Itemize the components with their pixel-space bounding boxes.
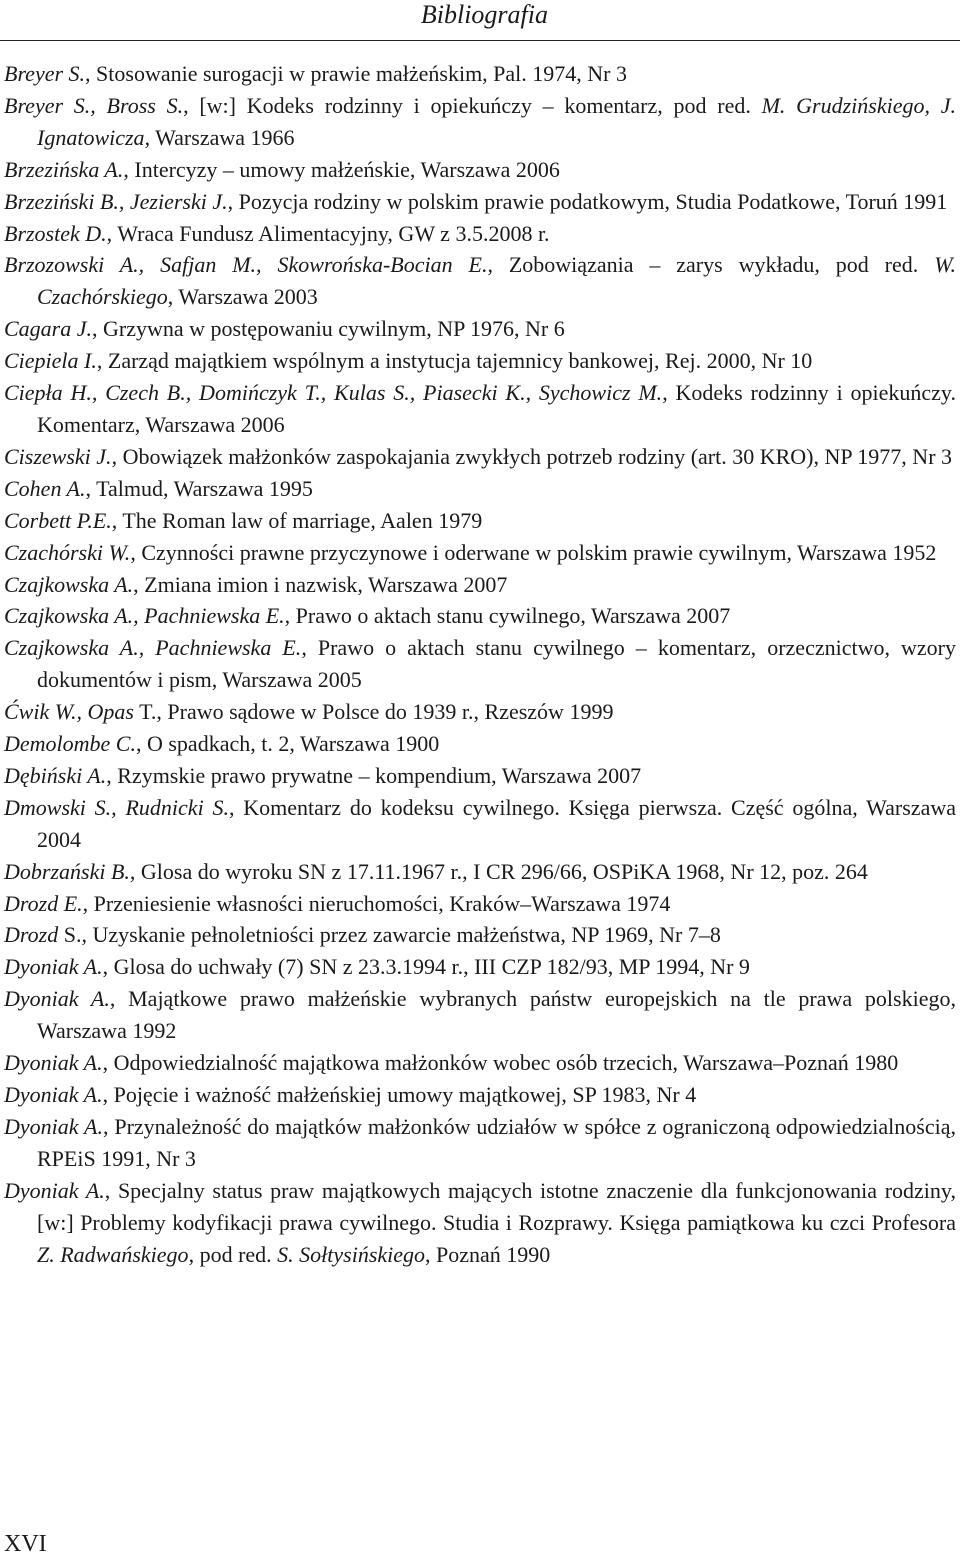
bibliography-entry — [4, 951, 956, 983]
entry-text: , Grzywna w postępowaniu cywilnym, NP 1976, Nr 6 — [92, 316, 565, 342]
bibliography-entry — [4, 345, 956, 377]
entry-text: , Obowiązek małżonków zaspokajania zwykłych potrzeb rodziny (art. 30 KRO), NP 1977, Nr 3 — [111, 443, 953, 469]
bibliography-entry — [4, 888, 956, 920]
bibliography-entry — [4, 696, 956, 728]
entry-author-italic: Dyoniak A. — [4, 986, 110, 1012]
entry-text: S., Uzyskanie pełnoletniości przez zawarcie małżeństwa, NP 1969, Nr 7–8 — [58, 922, 721, 948]
entry-author-italic: Czajkowska A., Pachniewska E. — [4, 635, 302, 661]
entry-author-italic: Brzezińska A. — [4, 156, 124, 182]
entry-text: , Warszawa 1966 — [144, 124, 295, 150]
entry-author-italic: Cohen A. — [4, 475, 86, 501]
entry-author-italic: Drozd E. — [4, 890, 83, 916]
bibliography-entry — [4, 1079, 956, 1111]
bibliography-entry — [4, 792, 956, 856]
running-header-title: Bibliografia — [420, 0, 548, 29]
entry-author-italic: Demolombe C. — [4, 731, 136, 757]
entry-text: , Rzymskie prawo prywatne – kompendium, Warszawa 2007 — [106, 762, 642, 788]
entry-author-italic: Breyer S., Bross S. — [4, 92, 184, 118]
entry-author-italic: S. Sołtysińskiego — [277, 1241, 426, 1267]
entry-text: , Glosa do uchwały (7) SN z 23.3.1994 r., III CZP 182/93, MP 1994, Nr 9 — [102, 954, 750, 980]
entry-author-italic: Dyoniak A. — [4, 1082, 103, 1107]
entry-text: , Komentarz do kodeksu cywilnego. Księga pierwsza. Część ogólna, Warszawa 2004 — [37, 794, 956, 852]
entry-author-italic: Czachórski W. — [4, 539, 131, 565]
entry-author-italic: Ciepiela I. — [4, 348, 97, 374]
bibliography-entry — [4, 983, 956, 1047]
bibliography-entry — [4, 377, 956, 441]
bibliography-entry — [4, 1047, 956, 1079]
entry-text: , Majątkowe prawo małżeńskie wybranych państw europejskich na tle prawa polskiego, Warszawa 1992 — [37, 986, 956, 1044]
bibliography-entry — [4, 90, 956, 154]
entry-author-italic: Czajkowska A., Pachniewska E. — [4, 603, 285, 629]
header-divider — [0, 40, 960, 41]
entry-text: , Przeniesienie własności nieruchomości, Kraków–Warszawa 1974 — [82, 890, 671, 916]
entry-author-italic: Cagara J. — [4, 316, 92, 342]
entry-text: , [w:] Kodeks rodzinny i opiekuńczy – komentarz, pod red. — [183, 92, 762, 118]
entry-author-italic: Dyoniak A. — [4, 1177, 105, 1203]
entry-author-italic: M. Grudzińskiego, J. Ignatowicza — [37, 92, 956, 150]
entry-text: , Prawo o aktach stanu cywilnego – komentarz, orzecznictwo, wzory dokumentów i pism, Warszawa 2005 — [37, 635, 956, 693]
bibliography-entry — [4, 313, 956, 345]
entry-text: , Czynności prawne przyczynowe i oderwane w polskim prawie cywilnym, Warszawa 1952 — [130, 539, 937, 565]
entry-author-italic: Dyoniak A. — [4, 954, 103, 980]
entry-text: , Prawo o aktach stanu cywilnego, Warszawa 2007 — [284, 603, 731, 629]
bibliography-entry — [4, 473, 956, 505]
bibliography-entry — [4, 919, 956, 951]
entry-text: , pod red. — [188, 1241, 278, 1267]
entry-author-italic: Z. Radwańskiego — [37, 1241, 189, 1267]
bibliography-entry — [4, 58, 956, 90]
bibliography-entry — [4, 600, 956, 632]
entry-author-italic: Czajkowska A. — [4, 571, 134, 597]
entry-author-italic: Breyer S. — [4, 61, 86, 86]
entry-text: , Zmiana imion i nazwisk, Warszawa 2007 — [133, 571, 508, 597]
entry-text: , The Roman law of marriage, Aalen 1979 — [111, 507, 483, 533]
entry-author-italic: Brzozowski A., Safjan M., Skowrońska-Bocian E. — [4, 252, 488, 278]
bibliography-entry — [4, 537, 956, 569]
entry-text: , Pojęcie i ważność małżeńskiej umowy majątkowej, SP 1983, Nr 4 — [102, 1082, 697, 1107]
entry-author-italic: Ciepła H., Czech B., Domińczyk T., Kulas S., Piasecki K., Sychowicz M. — [4, 380, 663, 406]
entry-text: , Zarząd majątkiem wspólnym a instytucja tajemnicy bankowej, Rej. 2000, Nr 10 — [96, 348, 813, 374]
bibliography-entry — [4, 249, 956, 313]
entry-text: , Specjalny status praw majątkowych mających istotne znaczenie dla funkcjonowania rodziny, [w:] Problemy kodyfikacji prawa cywilnego. Studia i Rozprawy. Księga pamiątkowa ku czci Profesora — [37, 1177, 956, 1235]
entry-author-italic: W. Czachórskiego — [37, 252, 956, 310]
bibliography-entry — [4, 569, 956, 601]
entry-text: , Talmud, Warszawa 1995 — [85, 475, 313, 501]
bibliography-entry — [4, 632, 956, 696]
bibliography-entry — [4, 154, 956, 186]
bibliography-list — [4, 58, 956, 1270]
bibliography-entry — [4, 1111, 956, 1175]
entry-author-italic: Dmowski S., Rudnicki S. — [4, 794, 229, 820]
bibliography-entry — [4, 218, 956, 250]
entry-text: , Poznań 1990 — [425, 1241, 551, 1267]
bibliography-entry — [4, 728, 956, 760]
entry-text: , Zobowiązania – zarys wykładu, pod red. — [487, 252, 935, 278]
entry-author-italic: Corbett P.E. — [4, 507, 112, 533]
entry-text: T., Prawo sądowe w Polsce do 1939 r., Rzeszów 1999 — [133, 699, 614, 725]
bibliography-entry — [4, 186, 956, 218]
entry-author-italic: Ćwik W., Opas — [4, 699, 134, 725]
entry-author-italic: Dyoniak A. — [4, 1050, 103, 1076]
bibliography-entry — [4, 505, 956, 537]
entry-text: , Odpowiedzialność majątkowa małżonków wobec osób trzecich, Warszawa–Poznań 1980 — [102, 1050, 899, 1076]
entry-text: , Stosowanie surogacji w prawie małżeńskim, Pal. 1974, Nr 3 — [85, 61, 628, 86]
bibliography-entry — [4, 856, 956, 888]
entry-author-italic: Brzeziński B., Jezierski J. — [4, 188, 228, 214]
entry-author-italic: Dobrzański B. — [4, 858, 130, 884]
bibliography-entry — [4, 760, 956, 792]
entry-author-italic: Dębiński A. — [4, 762, 107, 788]
entry-author-italic: Brzostek D. — [4, 220, 107, 246]
entry-author-italic: Drozd — [4, 922, 59, 948]
bibliography-entry — [4, 441, 956, 473]
entry-text: , Kodeks rodzinny i opiekuńczy. Komentarz, Warszawa 2006 — [37, 380, 956, 437]
bibliography-entry — [4, 1175, 956, 1271]
entry-author-italic: Dyoniak A. — [4, 1113, 103, 1139]
entry-text: , Pozycja rodziny w polskim prawie podatkowym, Studia Podatkowe, Toruń 1991 — [227, 188, 948, 214]
entry-text: , Warszawa 2003 — [167, 284, 318, 310]
entry-author-italic: Ciszewski J. — [4, 443, 112, 469]
entry-text: , O spadkach, t. 2, Warszawa 1900 — [135, 731, 440, 757]
entry-text: , Intercyzy – umowy małżeńskie, Warszawa 2006 — [123, 156, 560, 182]
entry-text: , Przynależność do majątków małżonków udziałów w spółce z ograniczoną odpowiedzialnością, RPEiS 1991, Nr 3 — [37, 1113, 957, 1171]
page-number: XVI — [4, 1531, 47, 1557]
entry-text: , Glosa do wyroku SN z 17.11.1967 r., I CR 296/66, OSPiKA 1968, Nr 12, poz. 264 — [129, 858, 868, 884]
entry-text: , Wraca Fundusz Alimentacyjny, GW z 3.5.2008 r. — [106, 220, 550, 246]
